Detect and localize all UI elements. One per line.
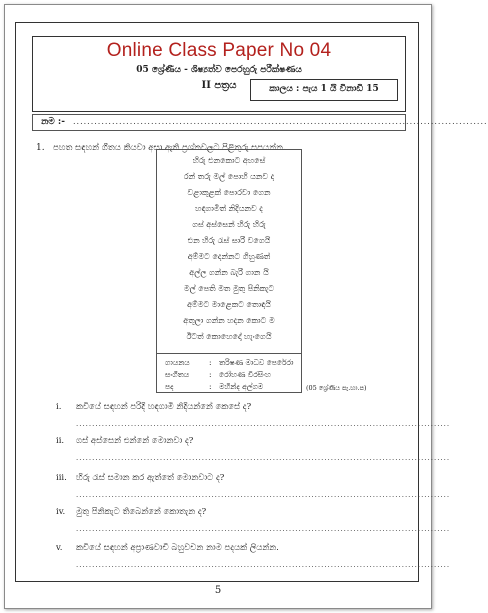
answer-line[interactable]: ....................................................................................................................	[76, 525, 451, 533]
credit-person: රෝහණ වීරසිංහ	[219, 370, 271, 379]
poem-line: හඳගාමිත් නිදියනව ද	[195, 204, 263, 213]
poem-line: අම්මට මාළෙකට තොඳයි	[187, 300, 271, 309]
poem-line: හිරු එනකොට අහසේ	[192, 156, 266, 165]
paper-title: Online Class Paper No 04	[106, 40, 332, 61]
sub-question-number: iii.	[56, 473, 67, 483]
credit-music: සංගීතය : රෝහණ වීරසිංහ	[165, 370, 271, 379]
poem-line: එන හිරු රැස් සාරි වගෙයි	[187, 236, 271, 245]
sub-question-number: v.	[56, 543, 63, 553]
header-box	[32, 36, 406, 112]
name-label: නම :-	[41, 117, 65, 127]
poem-line: වළාකුළක් පොරවා ගෙන	[187, 188, 271, 197]
poem-line: ගස් අස්සෙන් හිරු හිරු	[192, 220, 266, 229]
question-number: 1.	[36, 143, 45, 153]
credit-lyrics: පද : මහින්ද අල්ගම	[165, 382, 264, 391]
credit-role: පද	[165, 382, 174, 391]
paper-subtitle: 05 ශ්‍රේණිය - ශිෂ්‍යත්ව පෙරහුරු පරීක්ෂණය	[136, 65, 302, 75]
poem-line: මල් පෙති මත මුතු පිනිකැට	[183, 284, 275, 293]
poem-box	[156, 149, 302, 393]
answer-line[interactable]: ....................................................................................................................	[76, 454, 451, 462]
answer-line[interactable]: ....................................................................................................................	[76, 561, 451, 569]
answer-line[interactable]: ....................................................................................................................	[76, 420, 451, 428]
name-field[interactable]	[32, 114, 488, 131]
sub-question-number: iv.	[56, 507, 66, 517]
credit-role: ගායනය	[165, 358, 190, 367]
sub-question-number: i.	[56, 402, 62, 412]
poem-line: රන් තරු මල් පොහි යනව ද	[183, 172, 275, 181]
sub-question-text: මුතු පිනිකැට තිබෙන්නේ කොතැන ද?	[76, 507, 207, 517]
sub-question-text: ගස් අස්සෙන් එන්නේ මොනවා ද?	[76, 436, 194, 446]
paper-part: II පත්‍රය	[201, 80, 237, 91]
credit-singer: ගායනය : තරිෂණ මාධව පෙරේරා	[165, 358, 294, 367]
name-dotted-line[interactable]: .....................................................................................................................	[73, 117, 488, 126]
sub-question-text: හිරු රැස් සමාන කර ඇත්තේ මොනවාට ද?	[76, 473, 225, 483]
question-instruction: පහත සඳහන් ගීතය කියවා අසා ඇති ප්‍රශ්නවලට පිළිතුරු සපයන්න.	[53, 143, 286, 153]
poem-line: අම්මට දෙන්නට ගිහුණත්	[187, 252, 271, 261]
credit-person: මහින්ද අල්ගම	[219, 382, 264, 391]
answer-line[interactable]: ....................................................................................................................	[76, 491, 451, 499]
poem-line: අල්ල ගන්න බැරි ගාන යි	[189, 268, 269, 277]
source-note: (05 ශ්‍රේණිය පැ.හා.ප)	[306, 384, 367, 392]
sub-question-text: කවියේ සඳහන් පරිදි හඳගාමි නිදියන්නේ කෙසේ ද?	[76, 402, 252, 412]
poem-line: ඊටත් කොහෙදෝ හැංගෙයි	[186, 332, 272, 341]
time-allowed-box: කාලය : පැය 1 යි විනාඩි 15	[250, 79, 398, 101]
sub-question-number: ii.	[56, 436, 65, 446]
credit-role: සංගීතය	[165, 370, 190, 379]
sub-question-text: කවියේ සඳහන් අප්‍රාණවාචී බහුවචන නාම පදයක් ලියන්න.	[76, 543, 279, 553]
credits-divider	[157, 353, 301, 354]
credit-person: තරිෂණ මාධව පෙරේරා	[219, 358, 294, 367]
poem-line: අතුලා ගන්න හදන කොට ම	[183, 316, 275, 325]
page-number: 5	[214, 585, 222, 596]
